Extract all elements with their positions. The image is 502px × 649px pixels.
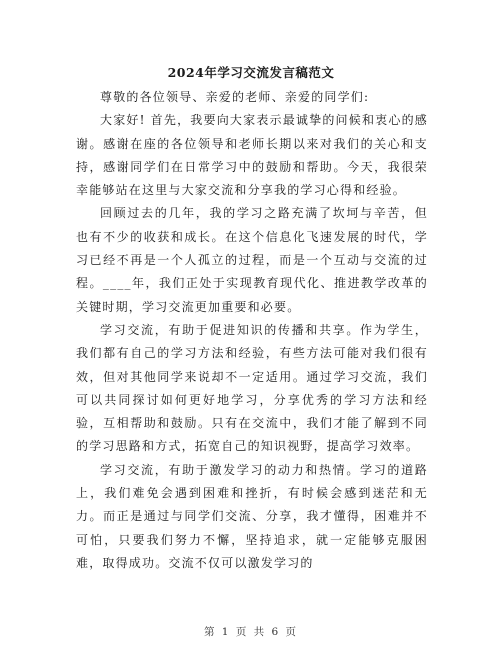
body-paragraph: 大家好! 首先，我要向大家表示最诚挚的问候和衷心的感谢。感谢在座的各位领导和老师长期以来对我们的关心和支持，感谢同学们在日常学习中的鼓励和帮助。今天，我很荣幸能够站在这里与大家交流和分享我的学习心得和经验。 [76, 113, 428, 198]
body-paragraph: 学习交流，有助于激发学习的动力和热情。学习的道路上，我们难免会遇到困难和挫折，有时候会感到迷茫和无力。而正是通过与同学们交流、分享，我才懂得，困难并不可怕，只要我们努力不懈，坚持追求，就一定能够克服困难，取得成功。交流不仅可以激发学习的 [76, 462, 428, 570]
salutation-paragraph: 尊敬的各位领导、亲爱的老师、亲爱的同学们: [100, 90, 370, 104]
body-paragraph: 回顾过去的几年，我的学习之路充满了坎坷与辛苦，但也有不少的收获和成长。在这个信息化飞速发展的时代，学习已经不再是一个人孤立的过程，而是一个互动与交流的过程。____年，我们正处于实现教育现代化、推进教学改革的关键时期，学习交流更加重要和必要。 [76, 206, 428, 314]
document-title: 2024年学习交流发言稿范文 [167, 65, 335, 80]
document-body [76, 86, 428, 575]
body-paragraph: 学习交流，有助于促进知识的传播和共享。作为学生，我们都有自己的学习方法和经验，有些方法可能对我们很有效，但对其他同学来说却不一定适用。通过学习交流，我们可以共同探讨如何更好地学习，分享优秀的学习方法和经验，互相帮助和鼓励。只有在交流中，我们才能了解到不同的学习思路和方式，拓宽自己的知识视野，提高学习效率。 [76, 322, 428, 454]
page-number-footer: 第 1 页 共 6 页 [203, 626, 299, 638]
